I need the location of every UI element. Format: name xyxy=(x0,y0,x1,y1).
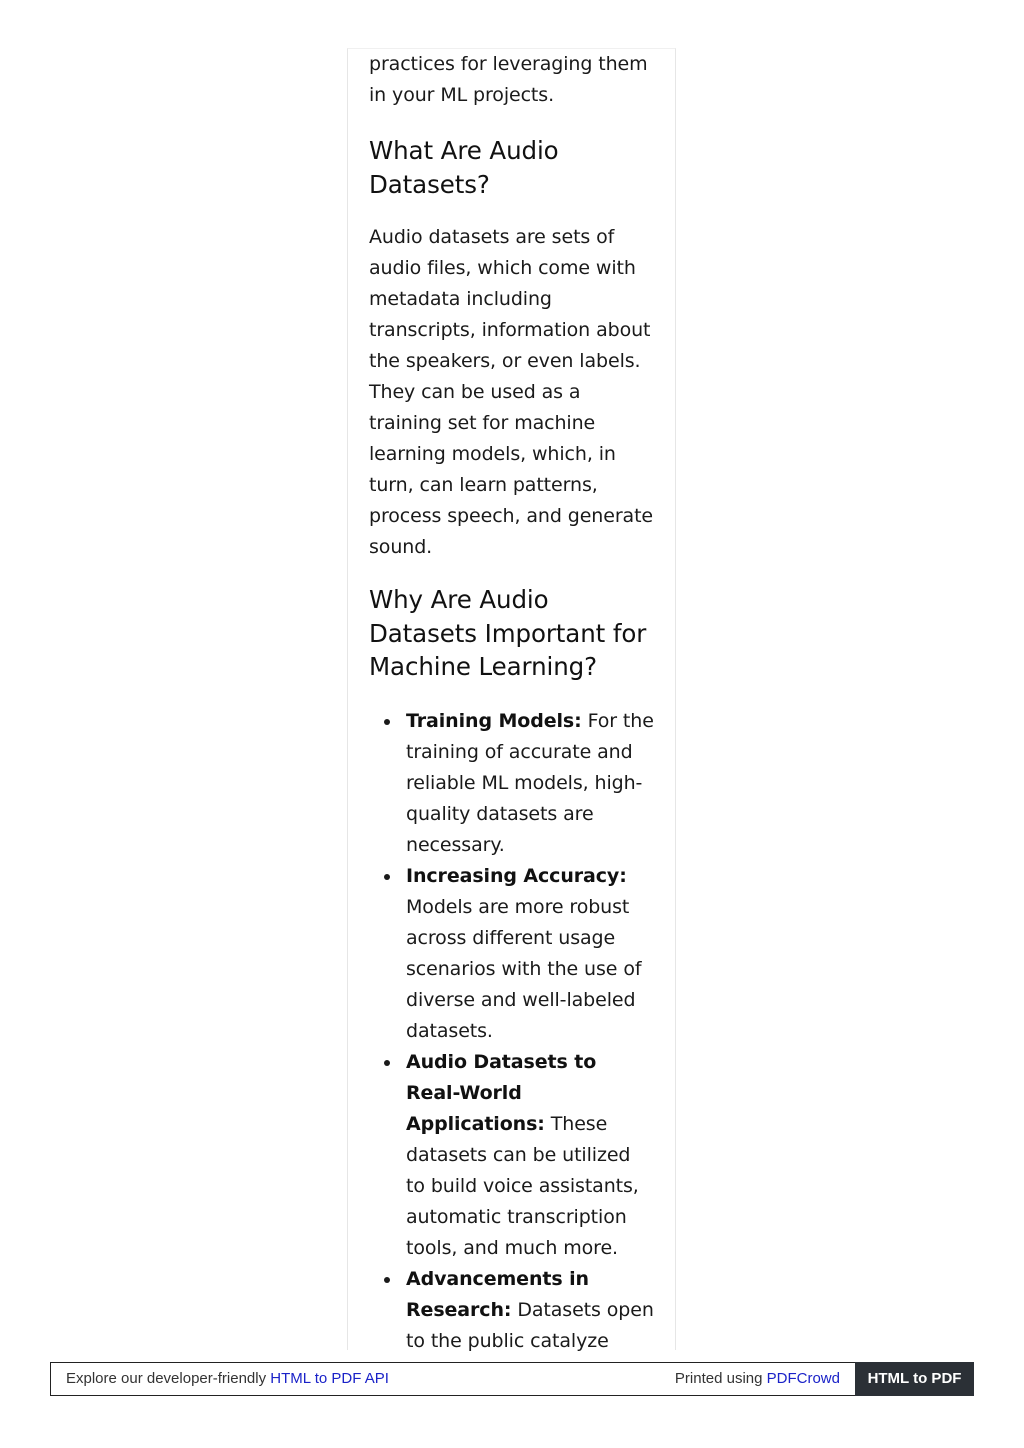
list-item-term: Advancements in Research: xyxy=(406,1267,589,1321)
footer-explore-text: Explore our developer-friendly xyxy=(66,1370,271,1387)
footer-explore xyxy=(66,1370,389,1387)
list-item-term: Audio Datasets to Real-World Applications: xyxy=(406,1050,597,1135)
heading-what-are-audio-datasets: What Are Audio Datasets? xyxy=(369,136,559,199)
list-item xyxy=(369,861,654,1047)
list-item xyxy=(369,1047,654,1264)
html-to-pdf-api-link[interactable]: HTML to PDF API xyxy=(270,1370,389,1387)
list-item-text: These datasets can be utilized to build voice assistants, automatic transcription tools, and much more. xyxy=(406,1112,639,1259)
bullet-icon xyxy=(384,1277,390,1283)
bullet-icon xyxy=(384,1060,390,1066)
bullet-icon xyxy=(384,719,390,725)
intro-paragraph-tail: practices for leveraging them in your ML projects. xyxy=(369,53,648,106)
list-item-text: Datasets open to the public catalyze xyxy=(406,1298,654,1352)
list-item xyxy=(369,706,654,861)
bullet-icon xyxy=(384,874,390,880)
heading-why-audio-datasets-important: Why Are Audio Datasets Important for Machine Learning? xyxy=(369,585,647,681)
article-column xyxy=(347,48,676,1350)
pdfcrowd-link[interactable]: PDFCrowd xyxy=(766,1370,840,1387)
list-item-text: For the training of accurate and reliable ML models, high-quality datasets are necessary. xyxy=(406,709,654,856)
list-item-term: Increasing Accuracy: xyxy=(406,864,627,887)
importance-list xyxy=(369,706,654,1388)
article-content xyxy=(369,49,654,1388)
pdfcrowd-footer xyxy=(50,1362,974,1396)
list-item-text: Models are more robust across different usage scenarios with the use of diverse and well-labeled datasets. xyxy=(406,895,642,1042)
what-are-audio-datasets-paragraph: Audio datasets are sets of audio files, which come with metadata including transcripts, information about the speakers, or even labels. They can be used as a training set for machine learning models, which, in turn, can learn patterns, process speech, and generate sound. xyxy=(369,226,654,558)
footer-printed-text: Printed using xyxy=(674,1370,767,1387)
list-item-term: Training Models: xyxy=(406,709,582,732)
html-to-pdf-badge[interactable]: HTML to PDF xyxy=(855,1362,974,1396)
footer-printed xyxy=(675,1370,840,1387)
